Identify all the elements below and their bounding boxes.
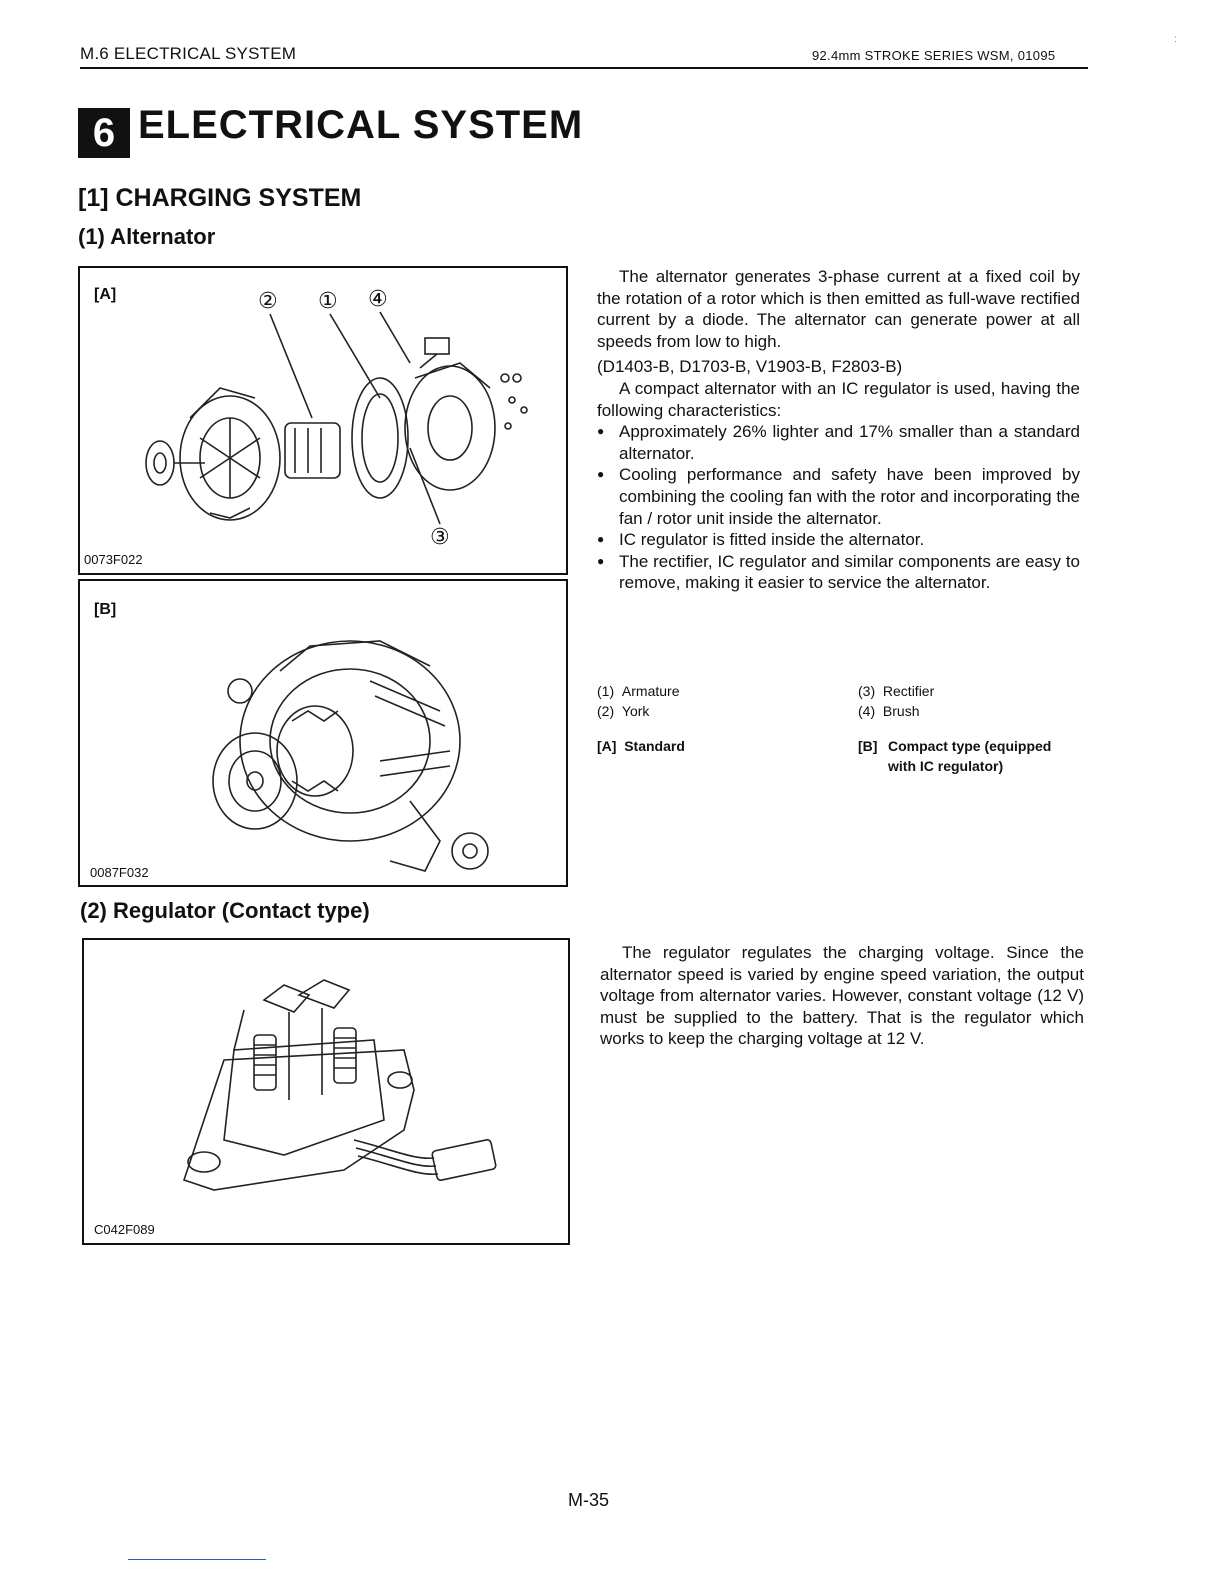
legend-num: (4) — [858, 703, 876, 719]
figure-b-label: [B] — [94, 601, 117, 618]
legend-item-1 — [597, 681, 679, 701]
model-list: (D1403-B, D1703-B, V1903-B, F2803-B) — [597, 357, 903, 377]
legend-num: (3) — [858, 683, 876, 699]
legend-text: Standard — [624, 738, 685, 754]
callout-2: ② — [258, 288, 278, 313]
regulator-figure-box — [82, 938, 570, 1245]
footer-rule — [128, 1559, 266, 1560]
figure-b-box — [78, 579, 568, 887]
callout-3: ③ — [430, 524, 450, 549]
list-item: ● Cooling performance and safety have been improved by combining the cooling fan with the rotor and incorporating the fan / rotor unit inside the alternator. — [597, 464, 1080, 529]
section-number-badge: 6 — [78, 108, 130, 158]
list-item: ● The rectifier, IC regulator and similar components are easy to remove, making it easier to service the alternator. — [597, 551, 1080, 594]
legend-num: [A] — [597, 738, 617, 754]
legend-figure-a — [597, 736, 685, 756]
regulator-heading: (2) Regulator (Contact type) — [80, 898, 370, 923]
legend-text: Compact type (equipped with IC regulator) — [888, 738, 1052, 774]
legend-item-2 — [597, 701, 649, 721]
list-item: ● Approximately 26% lighter and 17% smaller than a standard alternator. — [597, 421, 1080, 464]
legend-item-4 — [858, 701, 919, 721]
legend-item-3 — [858, 681, 934, 701]
regulator-illustration — [84, 940, 568, 1243]
compact-alternator-illustration — [80, 581, 566, 885]
alternator-heading: (1) Alternator — [78, 224, 216, 249]
alternator-intro: The alternator generates 3-phase current at a fixed coil by the rotation of a rotor which is then emitted as full-wave rectified current by a diode. The alternator can generate power at all speeds from low to high. — [597, 267, 1080, 351]
regulator-figure-code: C042F089 — [94, 1222, 155, 1237]
legend-num: (1) — [597, 683, 615, 699]
alternator-description — [597, 266, 1080, 594]
header-rule — [80, 67, 1088, 69]
callout-4: ④ — [368, 286, 388, 311]
charging-system-heading: [1] CHARGING SYSTEM — [78, 184, 362, 212]
corner-mark: : — [1174, 34, 1177, 45]
list-item: ● IC regulator is fitted inside the alternator. — [597, 529, 1080, 551]
header-manual-id: 92.4mm STROKE SERIES WSM, 01095 — [812, 48, 1056, 63]
legend-text: Brush — [882, 703, 920, 719]
legend-num: [B] — [858, 738, 878, 754]
figure-a-label: [A] — [94, 286, 117, 303]
callout-1: ① — [318, 288, 338, 313]
regulator-description: The regulator regulates the charging voltage. Since the alternator speed is varied by engine speed variation, the output voltage from alternator varies. However, constant voltage (12 V) must be supplied to the battery. That is the regulator which works to keep the charging voltage at 12 V. — [600, 943, 1084, 1049]
legend-text: Rectifier — [882, 683, 935, 699]
characteristics-list — [597, 421, 1080, 594]
compact-intro: A compact alternator with an IC regulator is used, having the following characteristics: — [597, 378, 1080, 420]
figure-a-code: 0073F022 — [84, 552, 143, 567]
legend-text: York — [621, 703, 650, 719]
legend-text: Armature — [621, 683, 680, 699]
legend-figure-b — [858, 736, 1058, 776]
header-section-label: M.6 ELECTRICAL SYSTEM — [80, 44, 297, 63]
legend-num: (2) — [597, 703, 615, 719]
exploded-alternator-illustration — [80, 268, 566, 573]
figure-b-code: 0087F032 — [90, 865, 149, 880]
page-title: ELECTRICAL SYSTEM — [138, 103, 584, 147]
page-number: M-35 — [568, 1490, 610, 1510]
figure-a-box — [78, 266, 568, 575]
